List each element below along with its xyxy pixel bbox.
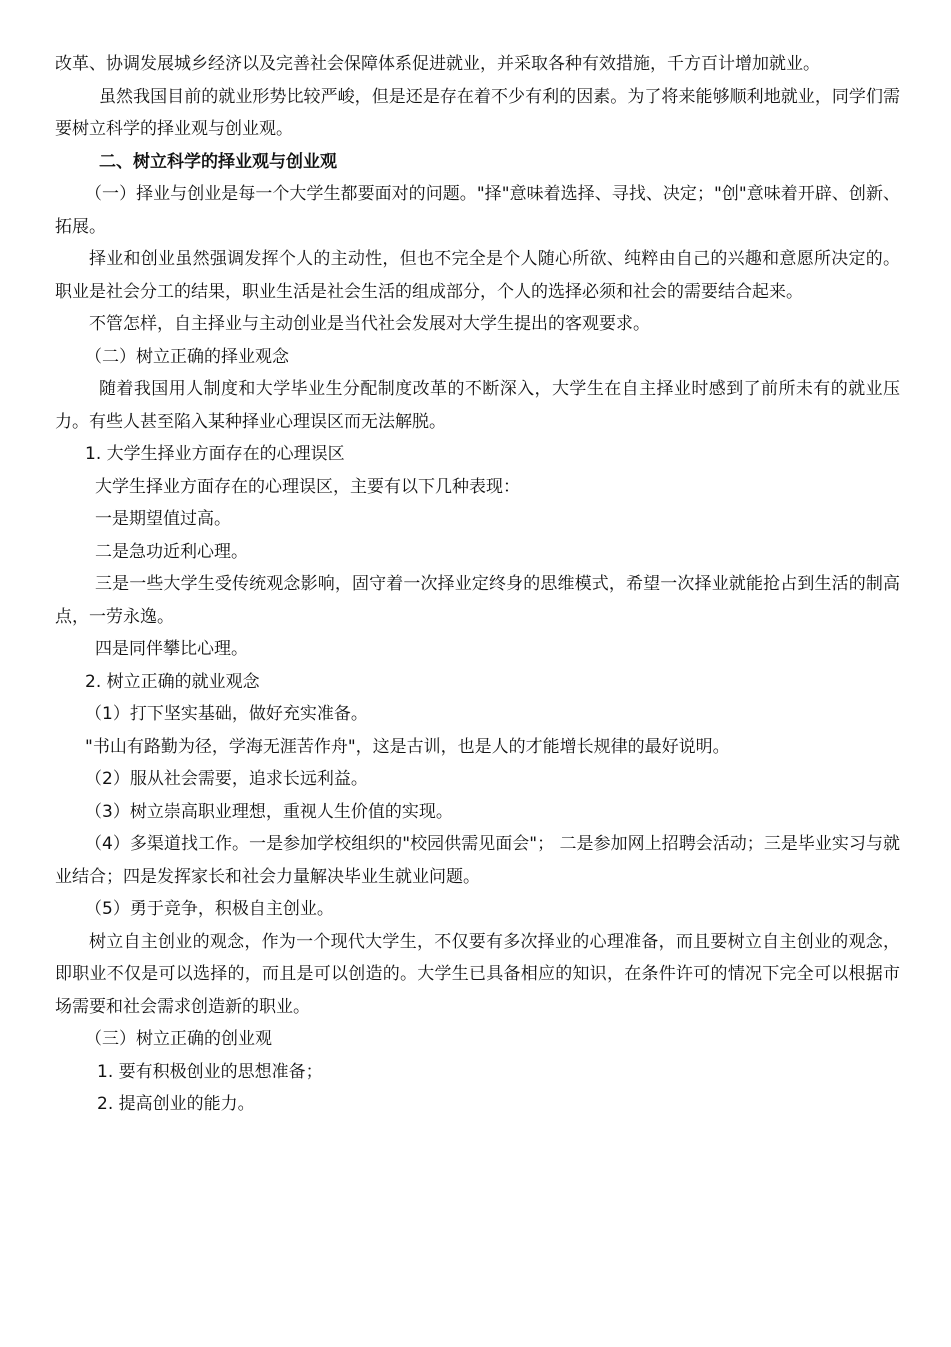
list-heading-correct-view: 2. 树立正确的就业观念 — [85, 671, 260, 692]
list-item-social-needs: （2）服从社会需要，追求长远利益。 — [85, 769, 368, 789]
list-item-peer-comparison: 四是同伴攀比心理。 — [95, 639, 248, 659]
paragraph-employment-intro: 改革、协调发展城乡经济以及完善社会保障体系促进就业，并采取各种有效措施，千方百计增加就业。 — [55, 54, 820, 74]
list-item-career-ideal: （3）树立崇高职业理想，重视人生价值的实现。 — [85, 801, 453, 822]
list-heading-psychological-misconceptions: 1. 大学生择业方面存在的心理误区 — [85, 444, 345, 464]
list-item-expectation: 一是期望值过高。 — [95, 509, 231, 529]
list-item-mental-preparation: 1. 要有积极创业的思想准备； — [97, 1061, 323, 1082]
subsection-heading-2-2: （二）树立正确的择业观念 — [85, 346, 289, 367]
paragraph-employment-pressure: 随着我国用人制度和大学毕业生分配制度改革的不断深入，大学生在自主择业时感到了前所未有的就业压力。有些人甚至陷入某种择业心理误区而无法解脱。 — [55, 379, 900, 432]
paragraph-misconception-intro: 大学生择业方面存在的心理误区，主要有以下几种表现： — [95, 476, 520, 497]
list-item-quick-success: 二是急功近利心理。 — [95, 541, 248, 562]
list-item-foundation: （1）打下坚实基础，做好充实准备。 — [85, 704, 368, 724]
list-item-competition: （5）勇于竞争，积极自主创业。 — [85, 899, 334, 919]
section-heading-2: 二、树立科学的择业观与创业观 — [99, 151, 337, 172]
paragraph-objective-requirement: 不管怎样，自主择业与主动创业是当代社会发展对大学生提出的客观要求。 — [89, 314, 650, 334]
subsection-heading-2-3: （三）树立正确的创业观 — [85, 1029, 272, 1049]
list-item-multiple-channels: （4）多渠道找工作。一是参加学校组织的"校园供需见面会"； 二是参加网上招聘会活动；三是毕业实习与就业结合；四是发挥家长和社会力量解决毕业生就业问题。 — [55, 834, 900, 887]
paragraph-ancient-motto: "书山有路勤为径，学海无涯苦作舟"，这是古训，也是人的才能增长规律的最好说明。 — [85, 736, 730, 757]
paragraph-self-entrepreneurship: 树立自主创业的观念，作为一个现代大学生，不仅要有多次择业的心理准备，而且要树立自主创业的观念，即职业不仅是可以选择的，而且是可以创造的。大学生已具备相应的知识，在条件许可的情况下完全可以根据市场需要和社会需求创造新的职业。 — [55, 931, 900, 1017]
list-item-improve-ability: 2. 提高创业的能力。 — [97, 1094, 255, 1114]
paragraph-personal-initiative: 择业和创业虽然强调发挥个人的主动性，但也不完全是个人随心所欲、纯粹由自己的兴趣和意愿所决定的。职业是社会分工的结果，职业生活是社会生活的组成部分，个人的选择必须和社会的需要结合起来。 — [55, 249, 900, 302]
document-body — [55, 48, 900, 1121]
paragraph-favorable-factors: 虽然我国目前的就业形势比较严峻，但是还是存在着不少有利的因素。为了将来能够顺利地就业，同学们需要树立科学的择业观与创业观。 — [55, 86, 900, 139]
paragraph-choose-and-create: （一）择业与创业是每一个大学生都要面对的问题。"择"意味着选择、寻找、决定；"创"意味着开辟、创新、拓展。 — [55, 184, 900, 237]
list-item-traditional-thinking: 三是一些大学生受传统观念影响，固守着一次择业定终身的思维模式，希望一次择业就能抢占到生活的制高点，一劳永逸。 — [55, 574, 900, 627]
